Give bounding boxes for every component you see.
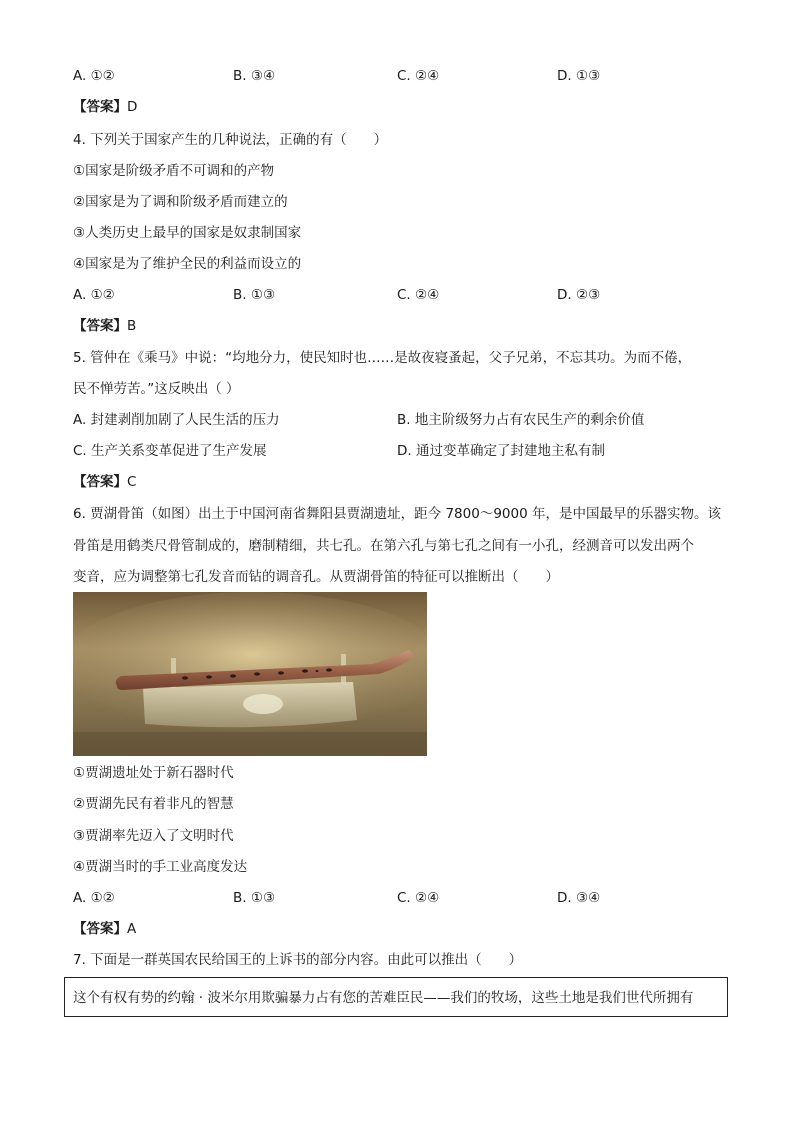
answer-label: 【答案】: [73, 474, 127, 490]
q4-stem: 4. 下列关于国家产生的几种说法，正确的有（ ）: [73, 132, 388, 148]
answer-label: 【答案】: [73, 99, 127, 115]
q4-item-2: ②国家是为了调和阶级矛盾而建立的: [73, 194, 288, 210]
answer-value: C: [127, 474, 137, 490]
q6-stem-line-2: 骨笛是用鹤类尺骨管制成的，磨制精细，共七孔。在第六孔与第七孔之间有一小孔，经测音可以发出两个: [73, 538, 694, 554]
q6-item-2: ②贾湖先民有着非凡的智慧: [73, 796, 234, 812]
q3-option-c: C. ②④: [397, 68, 440, 84]
q4-option-b: B. ①③: [233, 287, 276, 303]
q4-option-a: A. ①②: [73, 287, 115, 303]
answer-label: 【答案】: [73, 921, 127, 937]
q6-stem-line-3: 变音，应为调整第七孔发音而钻的调音孔。从贾湖骨笛的特征可以推断出（ ）: [73, 569, 559, 585]
q4-item-3: ③人类历史上最早的国家是奴隶制国家: [73, 225, 302, 241]
q3-answer: [73, 98, 137, 116]
q6-option-a: A. ①②: [73, 890, 115, 906]
answer-label: 【答案】: [73, 318, 127, 334]
q7-stem: 7. 下面是一群英国农民给国王的上诉书的部分内容。由此可以推出（ ）: [73, 952, 523, 968]
answer-value: A: [127, 921, 137, 937]
answer-value: D: [127, 99, 138, 115]
q5-answer: [73, 473, 136, 491]
q6-option-b: B. ①③: [233, 890, 276, 906]
q7-quote-box: [64, 977, 728, 1017]
q3-option-a: A. ①②: [73, 68, 115, 84]
q5-option-c: C. 生产关系变革促进了生产发展: [73, 443, 267, 459]
q6-option-c: C. ②④: [397, 890, 440, 906]
q6-option-d: D. ③④: [557, 890, 601, 906]
q4-item-4: ④国家是为了维护全民的利益而设立的: [73, 256, 302, 272]
bone-flute-photo: [73, 592, 427, 756]
q3-option-b: B. ③④: [233, 68, 276, 84]
q5-option-d: D. 通过变革确定了封建地主私有制: [397, 443, 605, 459]
q4-option-d: D. ②③: [557, 287, 601, 303]
q6-answer: [73, 920, 136, 938]
q5-option-a: A. 封建剥削加剧了人民生活的压力: [73, 412, 280, 428]
q3-option-d: D. ①③: [557, 68, 601, 84]
q4-answer: [73, 317, 136, 335]
q6-item-4: ④贾湖当时的手工业高度发达: [73, 859, 248, 875]
q6-item-3: ③贾湖率先迈入了文明时代: [73, 828, 234, 844]
q5-stem-line-2: 民不惮劳苦。”这反映出（ ）: [73, 381, 240, 397]
answer-value: B: [127, 318, 137, 334]
q4-item-1: ①国家是阶级矛盾不可调和的产物: [73, 163, 275, 179]
q5-option-b: B. 地主阶级努力占有农民生产的剩余价值: [397, 412, 645, 428]
q4-option-c: C. ②④: [397, 287, 440, 303]
q6-item-1: ①贾湖遗址处于新石器时代: [73, 765, 234, 781]
q7-quote-text: 这个有权有势的约翰 · 波米尔用欺骗暴力占有您的苦难臣民——我们的牧场，这些土地是我们世代所拥有: [73, 990, 694, 1006]
q6-stem-line-1: 6. 贾湖骨笛（如图）出土于中国河南省舞阳县贾湖遗址，距今 7800～9000 年，是中国最早的乐器实物。该: [73, 506, 721, 522]
bone-flute-illustration: [73, 592, 427, 756]
q5-stem-line-1: 5. 管仲在《乘马》中说：“均地分力，使民知时也……是故夜寝蚤起，父子兄弟，不忘其功。为而不倦，: [73, 350, 692, 366]
